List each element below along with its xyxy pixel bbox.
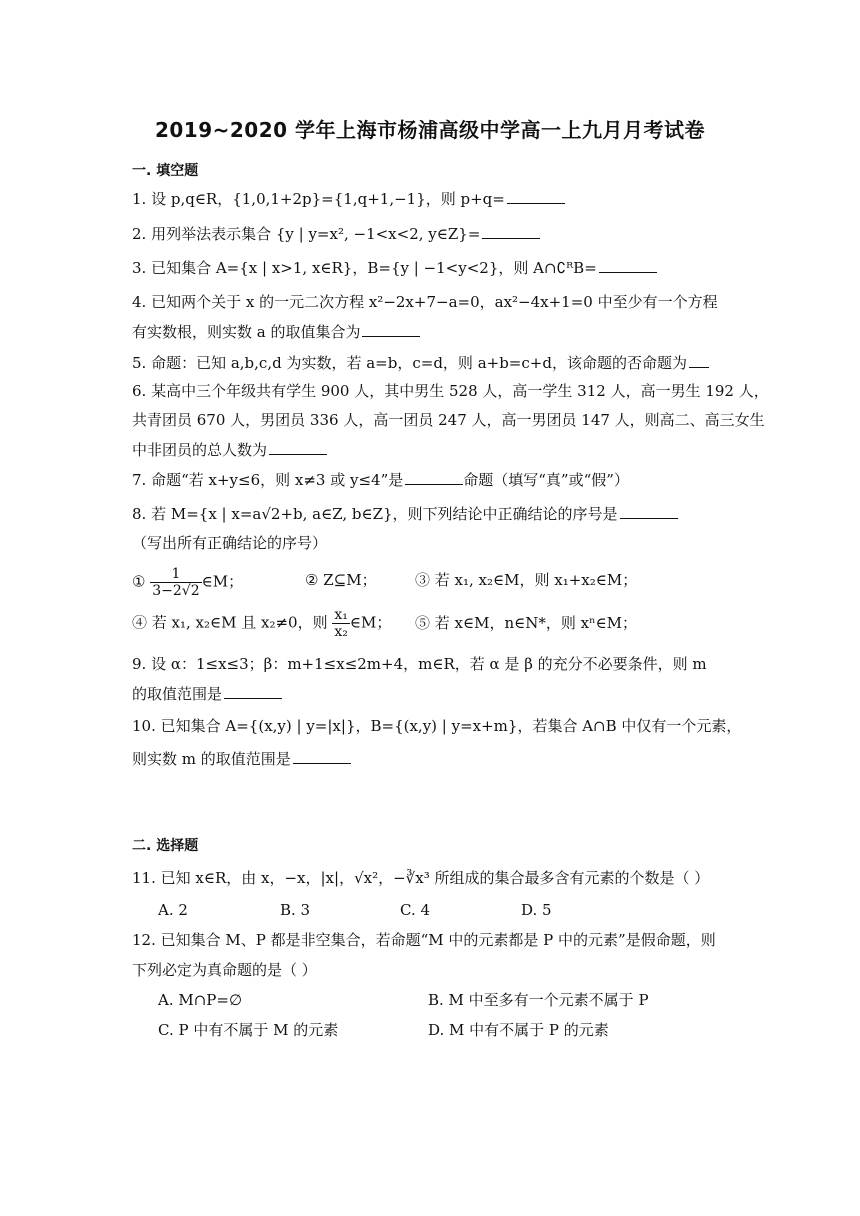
question-3-text: 3. 已知集合 A={x | x>1, x∈R}，B={y | −1<y<2}，则 A∩∁ᴿB= bbox=[132, 259, 597, 277]
question-12-option-d: D. M 中有不属于 P 的元素 bbox=[428, 1021, 609, 1039]
question-6-line-3 bbox=[132, 440, 327, 460]
question-11-option-d: D. 5 bbox=[521, 901, 552, 919]
fraction-denominator: x₂ bbox=[334, 624, 348, 640]
statement-text: ④ 若 x₁, x₂∈M 且 x₂≠0，则 bbox=[132, 613, 328, 632]
answer-blank bbox=[599, 258, 657, 273]
question-4-line-1: 4. 已知两个关于 x 的一元二次方程 x²−2x+7−a=0，ax²−4x+1=0 中至少有一个方程 bbox=[132, 293, 718, 311]
question-8-statement-1 bbox=[132, 566, 243, 599]
question-12-option-c: C. P 中有不属于 M 的元素 bbox=[158, 1021, 339, 1039]
question-7 bbox=[132, 470, 629, 490]
question-8-text: 8. 若 M={x | x=a√2+b, a∈Z, b∈Z}，则下列结论中正确结论的序号是 bbox=[132, 505, 618, 523]
fraction-numerator: x₁ bbox=[334, 607, 348, 623]
fraction-denominator: 3−2√2 bbox=[152, 583, 200, 599]
statement-marker: ① bbox=[132, 572, 146, 591]
question-2-text: 2. 用列举法表示集合 {y | y=x², −1<x<2, y∈Z}= bbox=[132, 225, 481, 243]
question-8-statement-5: ⑤ 若 x∈M，n∈N*，则 xⁿ∈M； bbox=[415, 614, 638, 632]
section-fill-in-heading: 一. 填空题 bbox=[132, 163, 199, 179]
question-12-option-a: A. M∩P=∅ bbox=[158, 991, 243, 1009]
question-10-line-1: 10. 已知集合 A={(x,y) | y=|x|}，B={(x,y) | y=x+m}，若集合 A∩B 中仅有一个元素， bbox=[132, 717, 742, 735]
question-11-option-b: B. 3 bbox=[280, 901, 311, 919]
question-6-line-2: 共青团员 670 人，男团员 336 人，高一团员 247 人，高一男团员 147 人，则高二、高三女生 bbox=[132, 411, 765, 429]
question-4-line-2 bbox=[132, 322, 420, 342]
answer-blank bbox=[507, 189, 565, 204]
question-6-line-1: 6. 某高中三个年级共有学生 900 人，其中男生 528 人，高一学生 312 人，高一男生 192 人， bbox=[132, 382, 769, 400]
question-9-text: 的取值范围是 bbox=[132, 685, 223, 703]
question-11-option-a: A. 2 bbox=[158, 901, 188, 919]
question-8-statement-4 bbox=[132, 607, 391, 640]
question-12-option-b: B. M 中至多有一个元素不属于 P bbox=[428, 991, 649, 1009]
question-7-text: 7. 命题“若 x+y≤6，则 x≠3 或 y≤4”是 bbox=[132, 471, 404, 489]
fraction-numerator: 1 bbox=[150, 566, 201, 583]
question-8-note: （写出所有正确结论的序号） bbox=[132, 534, 328, 552]
answer-blank bbox=[362, 322, 420, 337]
answer-blank bbox=[224, 684, 282, 699]
question-9-line-1: 9. 设 α：1≤x≤3；β：m+1≤x≤2m+4，m∈R，若 α 是 β 的充分不必要条件，则 m bbox=[132, 655, 707, 673]
question-12-line-2: 下列必定为真命题的是（ ） bbox=[132, 961, 317, 979]
answer-blank bbox=[269, 440, 327, 455]
question-5-text: 5. 命题：已知 a,b,c,d 为实数，若 a=b，c=d，则 a+b=c+d，该命题的否命题为 bbox=[132, 354, 687, 372]
answer-blank bbox=[482, 224, 540, 239]
question-5 bbox=[132, 353, 709, 373]
question-12-line-1: 12. 已知集合 M、P 都是非空集合，若命题“M 中的元素都是 P 中的元素”是假命题，则 bbox=[132, 931, 716, 949]
question-1-text: 1. 设 p,q∈R，{1,0,1+2p}={1,q+1,−1}，则 p+q= bbox=[132, 190, 505, 208]
question-8-statement-2: ② Z⊆M； bbox=[305, 571, 377, 589]
answer-blank bbox=[620, 504, 678, 519]
statement-tail: ∈M； bbox=[201, 572, 244, 591]
question-2 bbox=[132, 224, 540, 244]
question-8 bbox=[132, 504, 678, 524]
question-3 bbox=[132, 258, 657, 278]
exam-title: 2019~2020 学年上海市杨浦高级中学高一上九月月考试卷 bbox=[154, 118, 706, 142]
question-6-text: 中非团员的总人数为 bbox=[132, 441, 268, 459]
question-1 bbox=[132, 189, 565, 209]
fraction bbox=[150, 566, 201, 599]
fraction bbox=[332, 607, 350, 640]
question-4-text: 有实数根，则实数 a 的取值集合为 bbox=[132, 323, 361, 341]
question-10-text: 则实数 m 的取值范围是 bbox=[132, 750, 291, 768]
question-7-text-tail: 命题（填写“真”或“假”） bbox=[463, 471, 629, 489]
answer-blank bbox=[689, 353, 709, 368]
question-8-statement-3: ③ 若 x₁, x₂∈M，则 x₁+x₂∈M； bbox=[415, 571, 638, 589]
answer-blank bbox=[293, 749, 351, 764]
section-choice-heading: 二. 选择题 bbox=[132, 838, 199, 854]
question-11-option-c: C. 4 bbox=[400, 901, 431, 919]
statement-tail: ∈M； bbox=[349, 613, 392, 632]
answer-blank bbox=[405, 470, 463, 485]
question-9-line-2 bbox=[132, 684, 282, 704]
question-11: 11. 已知 x∈R，由 x，−x，|x|，√x²，−∛x³ 所组成的集合最多含有元素的个数是（ ） bbox=[132, 869, 710, 887]
question-10-line-2 bbox=[132, 749, 351, 769]
